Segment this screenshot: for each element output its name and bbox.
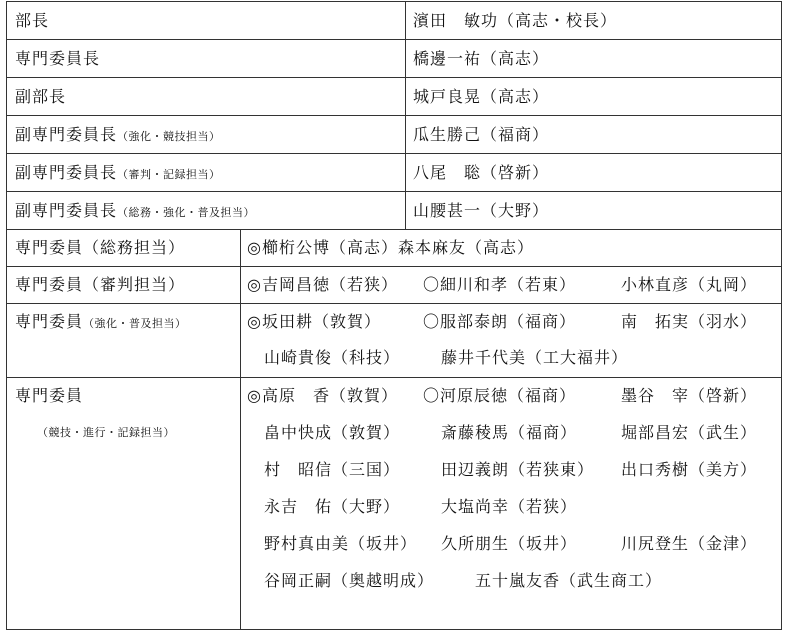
member-group: 堀部昌宏（武生）: [621, 423, 758, 442]
member-group: 大塩尚幸（若狭）: [441, 497, 578, 516]
member-group: 藤井千代美（工大福井）: [441, 348, 629, 367]
member-group: ◎坂田耕（敦賀）: [247, 312, 381, 331]
member-name: 瓜生勝己（福商）: [413, 125, 550, 144]
committee-row-competition: [7, 378, 781, 629]
name-cell: [406, 116, 781, 153]
member-group: 〇河原辰徳（福商）: [423, 386, 577, 405]
role-note: （審判・記録担当）: [117, 168, 221, 181]
role-label: 専門委員（総務担当）: [15, 238, 186, 257]
member-group: ◎櫛桁公博（高志）森本麻友（高志）: [247, 238, 534, 257]
member-group: ◎高原 香（敦賀）: [247, 386, 398, 405]
members-cell: [241, 378, 781, 629]
name-cell: [406, 78, 781, 115]
members-cell: [241, 267, 781, 303]
role-cell: [7, 116, 406, 153]
member-group: 斎藤稜馬（福商）: [441, 423, 578, 442]
role-label: 副専門委員長（総務・強化・普及担当）: [15, 201, 256, 220]
role-cell: [7, 154, 406, 191]
name-cell: [406, 154, 781, 191]
committee-roster-table: [6, 1, 782, 630]
member-group: 畠中快成（敦賀）: [247, 423, 401, 442]
role-label: 専門委員（強化・普及担当）: [15, 312, 187, 331]
role-label: 専門委員長: [15, 49, 101, 68]
member-group: 田辺義朗（若狭東）: [441, 460, 595, 479]
role-cell: [7, 192, 406, 229]
role-cell: [7, 78, 406, 115]
committee-row-strengthening: [7, 304, 781, 378]
role-note: （強化・競技担当）: [117, 130, 221, 143]
role-cell: [7, 304, 241, 377]
member-group: 墨谷 宰（啓新）: [621, 386, 758, 405]
role-note: （競技・進行・記録担当）: [37, 426, 175, 439]
role-label: 専門委員: [15, 386, 84, 405]
member-group: 小林直彦（丸岡）: [621, 275, 758, 294]
name-cell: [406, 40, 781, 77]
member-group: 川尻登生（金津）: [621, 534, 758, 553]
officer-row-vice-chief-strengthening: [7, 116, 781, 154]
member-group: 谷岡正嗣（奥越明成）: [247, 571, 435, 590]
member-group: 〇服部泰朗（福商）: [423, 312, 577, 331]
member-group: 出口秀樹（美方）: [621, 460, 758, 479]
member-group: 山崎貴俊（科技）: [247, 348, 401, 367]
member-name: 山腰甚一（大野）: [413, 201, 550, 220]
member-group: 〇細川和孝（若東）: [423, 275, 577, 294]
officer-row-director: [7, 2, 781, 40]
role-note: （強化・普及担当）: [83, 317, 187, 330]
member-group: 永吉 佑（大野）: [247, 497, 401, 516]
role-cell: [7, 40, 406, 77]
role-note: （総務・強化・普及担当）: [117, 206, 256, 219]
committee-row-judging: [7, 267, 781, 304]
officer-row-vice-chief-general: [7, 192, 781, 230]
role-cell: [7, 230, 241, 266]
officer-row-vice-chief-judging: [7, 154, 781, 192]
member-group: 野村真由美（坂井）: [247, 534, 418, 553]
member-name: 八尾 聡（啓新）: [413, 163, 550, 182]
role-label: 副専門委員長（審判・記録担当）: [15, 163, 221, 182]
role-cell: [7, 378, 241, 629]
members-cell: [241, 304, 781, 377]
role-cell: [7, 267, 241, 303]
name-cell: [406, 192, 781, 229]
officer-row-vice-director: [7, 78, 781, 116]
role-label: 専門委員（審判担当）: [15, 275, 186, 294]
name-cell: [406, 2, 781, 39]
committee-row-general: [7, 230, 781, 267]
member-group: 村 昭信（三国）: [247, 460, 401, 479]
role-label: 副部長: [15, 87, 67, 106]
member-group: 五十嵐友香（武生商工）: [475, 571, 663, 590]
members-cell: [241, 230, 781, 266]
member-group: 南 拓実（羽水）: [621, 312, 758, 331]
member-name: 城戸良晃（高志）: [413, 87, 550, 106]
officer-row-chief-committee: [7, 40, 781, 78]
role-label: 副専門委員長（強化・競技担当）: [15, 125, 221, 144]
member-name: 橋邊一祐（高志）: [413, 49, 550, 68]
member-group: 久所朋生（坂井）: [441, 534, 578, 553]
role-cell: [7, 2, 406, 39]
member-group: ◎吉岡昌徳（若狭）: [247, 275, 398, 294]
role-label: 部長: [15, 11, 50, 30]
member-name: 濱田 敏功（高志・校長）: [413, 11, 618, 30]
